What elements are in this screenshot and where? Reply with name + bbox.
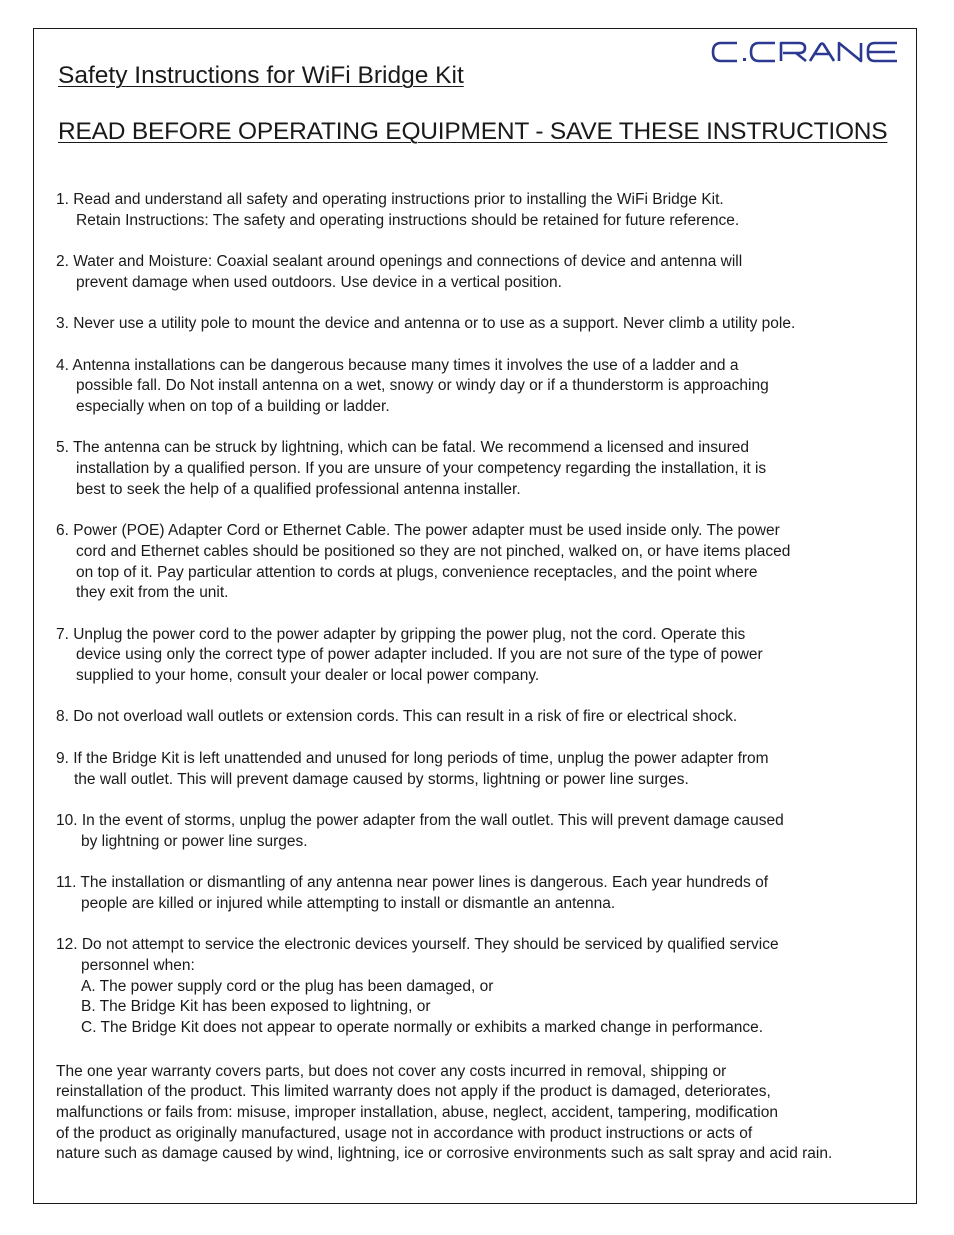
list-item: 4. Antenna installations can be dangerous because many times it involves the use of a ladder and a possible fall. Do Not install antenna on a wet, snowy or windy day or if a thunderstorm is approaching especially when on top of a building or ladder. <box>56 356 769 415</box>
list-item: 3. Never use a utility pole to mount the device and antenna or to use as a support. Never climb a utility pole. <box>56 315 796 333</box>
list-item: 10. In the event of storms, unplug the power adapter from the wall outlet. This will prevent damage caused by lightning or power line surges. <box>56 811 784 850</box>
list-item: 11. The installation or dismantling of any antenna near power lines is dangerous. Each year hundreds of people are killed or injured while attempting to install or dismantle an antenna. <box>56 874 769 912</box>
c-crane-logo <box>711 40 901 64</box>
sub-item: C. The Bridge Kit does not appear to operate normally or exhibits a marked change in performance. <box>81 1018 764 1036</box>
sub-item: A. The power supply cord or the plug has been damaged, or <box>81 977 494 995</box>
list-item: 5. The antenna can be struck by lightning, which can be fatal. We recommend a licensed and insured installation by a qualified person. If you are unsure of your competency regarding the installation, it is best to seek the help of a qualified professional antenna installer. <box>56 439 767 498</box>
list-item: 12. Do not attempt to service the electronic devices yourself. They should be serviced by qualified service personnel when: A. The power supply cord or the plug has been damaged, or B. The Bridge Kit has been exposed to lightning, or C. The Bridge Kit does not appear to operate normally or exhibits a marked change in performance. <box>56 935 906 1039</box>
list-item: 7. Unplug the power cord to the power adapter by gripping the power plug, not the cord. Operate this device using only the correct type of power adapter included. If you are not sure of the type of power supplied to your home, consult your dealer or local power company. <box>56 625 763 685</box>
page-title: Safety Instructions for WiFi Bridge Kit <box>58 62 464 89</box>
page-subtitle: READ BEFORE OPERATING EQUIPMENT - SAVE THESE INSTRUCTIONS <box>58 118 888 145</box>
list-item: 2. Water and Moisture: Coaxial sealant around openings and connections of device and antenna will prevent damage when used outdoors. Use device in a vertical position. <box>56 253 743 291</box>
list-item: 1. Read and understand all safety and operating instructions prior to installing the WiFi Bridge Kit. Retain Instructions: The safety and operating instructions should be retained for future reference. <box>56 191 740 229</box>
instructions-list <box>56 190 906 1165</box>
list-item: 8. Do not overload wall outlets or extension cords. This can result in a risk of fire or electrical shock. <box>56 708 738 726</box>
list-item: 9. If the Bridge Kit is left unattended and unused for long periods of time, unplug the power adapter from the wall outlet. This will prevent damage caused by storms, lightning or power line surges. <box>56 749 769 788</box>
sub-item: B. The Bridge Kit has been exposed to lightning, or <box>81 998 431 1016</box>
list-item: 6. Power (POE) Adapter Cord or Ethernet Cable. The power adapter must be used inside only. The power cord and Ethernet cables should be positioned so they are not pinched, walked on, or have items placed on top of it. Pay particular attention to cords at plugs, convenience receptacles, and the point where they exit from the unit. <box>56 522 791 602</box>
warranty-paragraph: The one year warranty covers parts, but does not cover any costs incurred in removal, shipping or reinstallation of the product. This limited warranty does not apply if the product is damaged, deteriorates, malfunctions or fails from: misuse, improper installation, abuse, neglect, accident, tampering, modification of the product as originally manufactured, usage not in accordance with product instructions or acts of nature such as damage caused by wind, lightning, ice or corrosive environments such as salt spray and acid rain. <box>56 1062 833 1163</box>
